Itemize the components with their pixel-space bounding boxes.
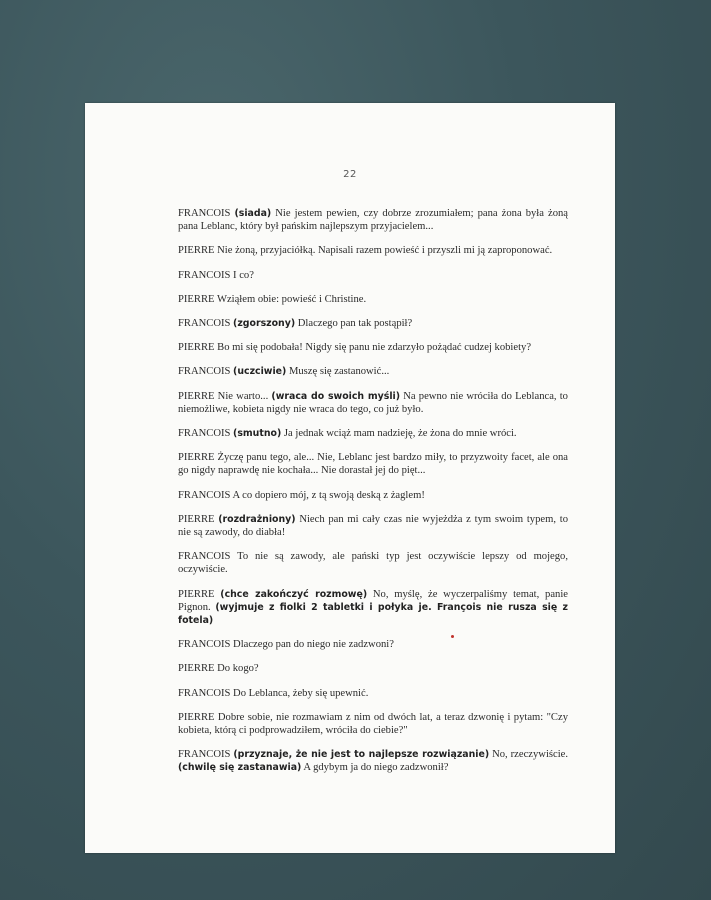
dialogue-text: Nie jestem pewien, czy dobrze zrozumiałem; pana żona była żoną pana Leblanc, który był pańskim najlepszym przyjacielem... xyxy=(178,208,569,233)
dialogue-text: Na pewno nie wróciła do Leblanca, to niemożliwe, kobieta nigdy nie wraca do tego, co już było. xyxy=(178,390,568,415)
dialogue-paragraph xyxy=(178,451,568,477)
stage-direction: (wyjmuje z fiolki 2 tabletki i połyka je. Françoіs nie rusza się z fotela) xyxy=(178,601,568,627)
stage-direction: (siada) xyxy=(234,208,272,219)
dialogue-paragraph xyxy=(178,341,568,354)
dialogue-paragraph xyxy=(178,317,568,330)
dialogue-paragraph xyxy=(178,638,568,651)
stage-direction: (smutno) xyxy=(233,428,282,440)
stage-direction: (chce zakończyć rozmowę) xyxy=(220,588,368,600)
dialogue-paragraph xyxy=(178,662,568,675)
dialogue-text: FRANCOIS Dlaczego pan do niego nie zadzwoni? xyxy=(178,639,394,651)
dialogue-paragraph xyxy=(178,293,568,306)
dialogue-text: FRANCOIS A co dopiero mój, z tą swoją deską z żaglem! xyxy=(178,489,425,501)
dialogue-paragraph xyxy=(178,550,568,576)
dialogue-text: FRANCOIS xyxy=(178,208,235,219)
dialogue-text: PIERRE Do kogo? xyxy=(178,663,259,675)
dialogue-text: Muszę się zastanowić... xyxy=(286,366,390,378)
dialogue-text: PIERRE Nie warto... xyxy=(178,390,272,402)
script-text xyxy=(178,207,568,786)
dialogue-text: PIERRE Wziąłem obie: powieść i Christine. xyxy=(178,293,367,305)
dialogue-text: No, rzeczywiście. xyxy=(489,749,568,761)
page-number: 22 xyxy=(343,169,357,180)
dialogue-text: FRANCOIS xyxy=(178,318,234,330)
dialogue-text: Niech pan mi cały czas nie wyjeżdża z tym swoim typem, to nie są zawody, do diabła! xyxy=(178,513,568,539)
dialogue-text: PIERRE Dobre sobie, nie rozmawiam z nim od dwóch lat, a teraz dzwonię i pytam: "Czy kobieta, którą ci podprowadziłem, wróciła do ciebie?" xyxy=(178,711,568,737)
dialogue-paragraph xyxy=(178,207,568,233)
dialogue-paragraph xyxy=(178,365,568,378)
dialogue-paragraph xyxy=(178,244,568,257)
dialogue-paragraph xyxy=(178,588,568,628)
dialogue-text: FRANCOIS xyxy=(178,428,234,440)
red-ink-mark xyxy=(451,635,454,638)
stage-direction: (wraca do swoich myśli) xyxy=(271,390,401,402)
dialogue-text: A gdybym ja do niego zadzwonił? xyxy=(301,762,449,774)
dialogue-text: FRANCOIS I co? xyxy=(178,269,254,281)
dialogue-text: PIERRE Bo mi się podobała! Nigdy się panu nie zdarzyło pożądać cudzej kobiety? xyxy=(178,342,532,354)
dialogue-paragraph xyxy=(178,748,568,774)
stage-direction: (zgorszony) xyxy=(233,318,296,330)
dialogue-paragraph xyxy=(178,687,568,700)
dialogue-text: PIERRE Nie żoną, przyjaciółką. Napisali razem powieść i przyszli mi ją zaproponować. xyxy=(178,245,553,257)
stage-direction: (rozdrażniony) xyxy=(218,513,296,525)
dialogue-text: Ja jednak wciąż mam nadzieję, że żona do mnie wróci. xyxy=(281,428,517,440)
dialogue-paragraph xyxy=(178,489,568,502)
dialogue-paragraph xyxy=(178,427,568,440)
dialogue-text: No, myślę, że wyczerpaliśmy temat, panie Pignon. xyxy=(178,588,568,613)
dialogue-text: FRANCOIS To nie są zawody, ale pański typ jest oczywiście lepszy od mojego, oczywiście. xyxy=(178,551,568,576)
dialogue-text: FRANCOIS xyxy=(178,749,234,761)
dialogue-text: Dlaczego pan tak postąpił? xyxy=(295,318,413,330)
dialogue-text: PIERRE xyxy=(178,588,221,600)
dialogue-text: PIERRE xyxy=(178,513,219,525)
dialogue-paragraph xyxy=(178,269,568,282)
dialogue-text: PIERRE Życzę panu tego, ale... Nie, Leblanc jest bardzo miły, to przyzwoity facet, ale ona go nigdy naprawdę nie kochała... Nie dorastał jej do pięt... xyxy=(178,452,568,477)
dialogue-paragraph xyxy=(178,390,568,416)
dialogue-text: FRANCOIS Do Leblanca, żeby się upewnić. xyxy=(178,687,369,699)
dialogue-paragraph xyxy=(178,513,568,539)
stage-direction: (uczciwie) xyxy=(233,366,287,378)
stage-direction: (chwilę się zastanawia) xyxy=(178,762,302,774)
dialogue-text: FRANCOIS xyxy=(178,366,234,378)
document-page xyxy=(85,103,615,853)
dialogue-paragraph xyxy=(178,711,568,737)
stage-direction: (przyznaje, że nie jest to najlepsze rozwiązanie) xyxy=(233,749,490,761)
